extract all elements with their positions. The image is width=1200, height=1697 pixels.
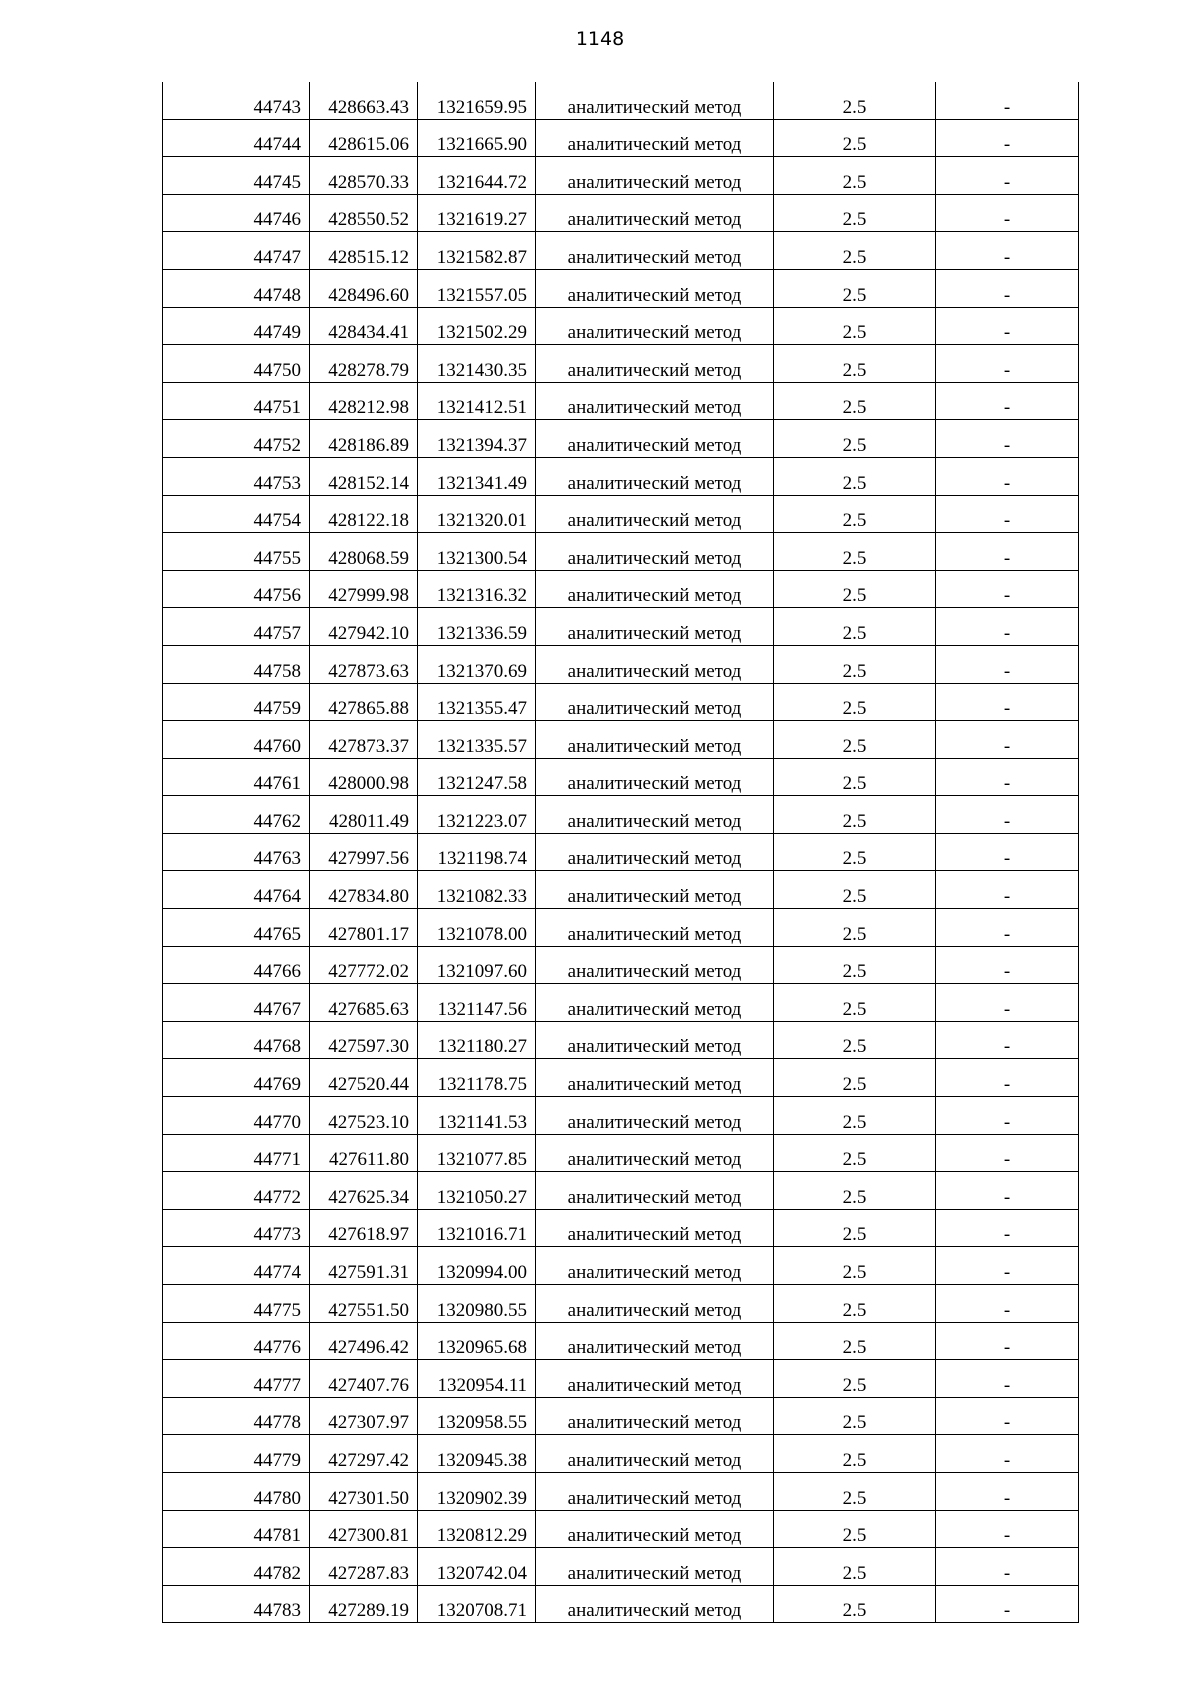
table-row [163, 457, 1079, 495]
accuracy-cell: 2.5 [774, 157, 936, 195]
method-cell: аналитический метод [536, 1172, 774, 1210]
method-cell: аналитический метод [536, 909, 774, 947]
note-cell: - [936, 457, 1079, 495]
x-coordinate-cell: 427520.44 [310, 1059, 418, 1097]
method-cell: аналитический метод [536, 1097, 774, 1135]
accuracy-cell: 2.5 [774, 1548, 936, 1586]
y-coordinate-cell: 1320812.29 [418, 1510, 536, 1548]
method-cell: аналитический метод [536, 1472, 774, 1510]
point-number-cell: 44763 [163, 833, 310, 871]
point-number-cell: 44769 [163, 1059, 310, 1097]
x-coordinate-cell: 427611.80 [310, 1134, 418, 1172]
x-coordinate-cell: 428186.89 [310, 420, 418, 458]
note-cell: - [936, 1247, 1079, 1285]
y-coordinate-cell: 1321077.85 [418, 1134, 536, 1172]
point-number-cell: 44782 [163, 1548, 310, 1586]
point-number-cell: 44743 [163, 82, 310, 119]
method-cell: аналитический метод [536, 1059, 774, 1097]
accuracy-cell: 2.5 [774, 1285, 936, 1323]
x-coordinate-cell: 427551.50 [310, 1285, 418, 1323]
x-coordinate-cell: 428212.98 [310, 382, 418, 420]
note-cell: - [936, 833, 1079, 871]
table-row [163, 1360, 1079, 1398]
table-row [163, 1172, 1079, 1210]
y-coordinate-cell: 1321300.54 [418, 533, 536, 571]
y-coordinate-cell: 1321659.95 [418, 82, 536, 119]
x-coordinate-cell: 428615.06 [310, 119, 418, 157]
x-coordinate-cell: 427625.34 [310, 1172, 418, 1210]
point-number-cell: 44765 [163, 909, 310, 947]
note-cell: - [936, 758, 1079, 796]
method-cell: аналитический метод [536, 1247, 774, 1285]
y-coordinate-cell: 1321082.33 [418, 871, 536, 909]
note-cell: - [936, 871, 1079, 909]
x-coordinate-cell: 427801.17 [310, 909, 418, 947]
point-number-cell: 44766 [163, 946, 310, 984]
note-cell: - [936, 570, 1079, 608]
table-row [163, 1021, 1079, 1059]
method-cell: аналитический метод [536, 1510, 774, 1548]
page-number: 1148 [575, 28, 625, 50]
point-number-cell: 44773 [163, 1209, 310, 1247]
table-row [163, 1285, 1079, 1323]
point-number-cell: 44764 [163, 871, 310, 909]
y-coordinate-cell: 1321320.01 [418, 495, 536, 533]
y-coordinate-cell: 1321316.32 [418, 570, 536, 608]
y-coordinate-cell: 1321223.07 [418, 796, 536, 834]
accuracy-cell: 2.5 [774, 1172, 936, 1210]
method-cell: аналитический метод [536, 721, 774, 759]
method-cell: аналитический метод [536, 232, 774, 270]
method-cell: аналитический метод [536, 307, 774, 345]
x-coordinate-cell: 428496.60 [310, 269, 418, 307]
method-cell: аналитический метод [536, 946, 774, 984]
point-number-cell: 44781 [163, 1510, 310, 1548]
accuracy-cell: 2.5 [774, 533, 936, 571]
x-coordinate-cell: 428663.43 [310, 82, 418, 119]
x-coordinate-cell: 428122.18 [310, 495, 418, 533]
note-cell: - [936, 721, 1079, 759]
accuracy-cell: 2.5 [774, 833, 936, 871]
accuracy-cell: 2.5 [774, 1059, 936, 1097]
method-cell: аналитический метод [536, 269, 774, 307]
point-number-cell: 44757 [163, 608, 310, 646]
y-coordinate-cell: 1321335.57 [418, 721, 536, 759]
table-row [163, 232, 1079, 270]
y-coordinate-cell: 1320902.39 [418, 1472, 536, 1510]
method-cell: аналитический метод [536, 871, 774, 909]
accuracy-cell: 2.5 [774, 420, 936, 458]
accuracy-cell: 2.5 [774, 946, 936, 984]
x-coordinate-cell: 428278.79 [310, 345, 418, 383]
note-cell: - [936, 119, 1079, 157]
point-number-cell: 44752 [163, 420, 310, 458]
method-cell: аналитический метод [536, 382, 774, 420]
y-coordinate-cell: 1321147.56 [418, 984, 536, 1022]
point-number-cell: 44770 [163, 1097, 310, 1135]
point-number-cell: 44756 [163, 570, 310, 608]
accuracy-cell: 2.5 [774, 1585, 936, 1623]
point-number-cell: 44783 [163, 1585, 310, 1623]
method-cell: аналитический метод [536, 1134, 774, 1172]
table-row [163, 570, 1079, 608]
note-cell: - [936, 1510, 1079, 1548]
x-coordinate-cell: 427300.81 [310, 1510, 418, 1548]
table-row [163, 984, 1079, 1022]
table-row [163, 1548, 1079, 1586]
y-coordinate-cell: 1320980.55 [418, 1285, 536, 1323]
point-number-cell: 44753 [163, 457, 310, 495]
note-cell: - [936, 1172, 1079, 1210]
y-coordinate-cell: 1321097.60 [418, 946, 536, 984]
x-coordinate-cell: 427297.42 [310, 1435, 418, 1473]
y-coordinate-cell: 1320954.11 [418, 1360, 536, 1398]
x-coordinate-cell: 427942.10 [310, 608, 418, 646]
y-coordinate-cell: 1321016.71 [418, 1209, 536, 1247]
table-row [163, 533, 1079, 571]
accuracy-cell: 2.5 [774, 1209, 936, 1247]
method-cell: аналитический метод [536, 1548, 774, 1586]
y-coordinate-cell: 1321141.53 [418, 1097, 536, 1135]
accuracy-cell: 2.5 [774, 796, 936, 834]
point-number-cell: 44747 [163, 232, 310, 270]
y-coordinate-cell: 1320994.00 [418, 1247, 536, 1285]
method-cell: аналитический метод [536, 82, 774, 119]
x-coordinate-cell: 427834.80 [310, 871, 418, 909]
accuracy-cell: 2.5 [774, 909, 936, 947]
note-cell: - [936, 608, 1079, 646]
y-coordinate-cell: 1321050.27 [418, 1172, 536, 1210]
table-row [163, 1435, 1079, 1473]
x-coordinate-cell: 427523.10 [310, 1097, 418, 1135]
accuracy-cell: 2.5 [774, 495, 936, 533]
method-cell: аналитический метод [536, 833, 774, 871]
method-cell: аналитический метод [536, 1209, 774, 1247]
table-row [163, 1134, 1079, 1172]
note-cell: - [936, 345, 1079, 383]
method-cell: аналитический метод [536, 345, 774, 383]
method-cell: аналитический метод [536, 1360, 774, 1398]
table-row [163, 909, 1079, 947]
method-cell: аналитический метод [536, 194, 774, 232]
y-coordinate-cell: 1321180.27 [418, 1021, 536, 1059]
coordinates-table-body [163, 82, 1079, 1623]
method-cell: аналитический метод [536, 457, 774, 495]
y-coordinate-cell: 1321619.27 [418, 194, 536, 232]
note-cell: - [936, 420, 1079, 458]
note-cell: - [936, 82, 1079, 119]
note-cell: - [936, 269, 1079, 307]
point-number-cell: 44776 [163, 1322, 310, 1360]
accuracy-cell: 2.5 [774, 984, 936, 1022]
point-number-cell: 44767 [163, 984, 310, 1022]
note-cell: - [936, 1435, 1079, 1473]
accuracy-cell: 2.5 [774, 1134, 936, 1172]
note-cell: - [936, 1097, 1079, 1135]
note-cell: - [936, 307, 1079, 345]
table-row [163, 269, 1079, 307]
accuracy-cell: 2.5 [774, 82, 936, 119]
note-cell: - [936, 157, 1079, 195]
table-row [163, 1472, 1079, 1510]
method-cell: аналитический метод [536, 1285, 774, 1323]
y-coordinate-cell: 1320958.55 [418, 1397, 536, 1435]
x-coordinate-cell: 427496.42 [310, 1322, 418, 1360]
y-coordinate-cell: 1321502.29 [418, 307, 536, 345]
table-row [163, 833, 1079, 871]
point-number-cell: 44754 [163, 495, 310, 533]
x-coordinate-cell: 428011.49 [310, 796, 418, 834]
accuracy-cell: 2.5 [774, 1435, 936, 1473]
accuracy-cell: 2.5 [774, 345, 936, 383]
point-number-cell: 44745 [163, 157, 310, 195]
point-number-cell: 44759 [163, 683, 310, 721]
note-cell: - [936, 909, 1079, 947]
table-row [163, 1397, 1079, 1435]
y-coordinate-cell: 1321247.58 [418, 758, 536, 796]
point-number-cell: 44762 [163, 796, 310, 834]
note-cell: - [936, 984, 1079, 1022]
x-coordinate-cell: 428434.41 [310, 307, 418, 345]
table-row [163, 645, 1079, 683]
note-cell: - [936, 1585, 1079, 1623]
method-cell: аналитический метод [536, 796, 774, 834]
method-cell: аналитический метод [536, 119, 774, 157]
method-cell: аналитический метод [536, 984, 774, 1022]
table-row [163, 82, 1079, 119]
method-cell: аналитический метод [536, 157, 774, 195]
table-row [163, 194, 1079, 232]
x-coordinate-cell: 427287.83 [310, 1548, 418, 1586]
accuracy-cell: 2.5 [774, 194, 936, 232]
table-row [163, 871, 1079, 909]
note-cell: - [936, 1209, 1079, 1247]
point-number-cell: 44749 [163, 307, 310, 345]
accuracy-cell: 2.5 [774, 232, 936, 270]
note-cell: - [936, 1397, 1079, 1435]
note-cell: - [936, 1360, 1079, 1398]
y-coordinate-cell: 1321430.35 [418, 345, 536, 383]
accuracy-cell: 2.5 [774, 382, 936, 420]
table-row [163, 1059, 1079, 1097]
accuracy-cell: 2.5 [774, 1322, 936, 1360]
point-number-cell: 44750 [163, 345, 310, 383]
point-number-cell: 44751 [163, 382, 310, 420]
point-number-cell: 44746 [163, 194, 310, 232]
table-row [163, 1209, 1079, 1247]
table-row [163, 758, 1079, 796]
point-number-cell: 44744 [163, 119, 310, 157]
note-cell: - [936, 1059, 1079, 1097]
point-number-cell: 44777 [163, 1360, 310, 1398]
y-coordinate-cell: 1321355.47 [418, 683, 536, 721]
accuracy-cell: 2.5 [774, 871, 936, 909]
note-cell: - [936, 683, 1079, 721]
note-cell: - [936, 495, 1079, 533]
method-cell: аналитический метод [536, 683, 774, 721]
x-coordinate-cell: 427873.63 [310, 645, 418, 683]
x-coordinate-cell: 427307.97 [310, 1397, 418, 1435]
point-number-cell: 44768 [163, 1021, 310, 1059]
note-cell: - [936, 1285, 1079, 1323]
y-coordinate-cell: 1321644.72 [418, 157, 536, 195]
y-coordinate-cell: 1321370.69 [418, 645, 536, 683]
table-row [163, 495, 1079, 533]
y-coordinate-cell: 1321394.37 [418, 420, 536, 458]
point-number-cell: 44778 [163, 1397, 310, 1435]
point-number-cell: 44774 [163, 1247, 310, 1285]
x-coordinate-cell: 427873.37 [310, 721, 418, 759]
y-coordinate-cell: 1321665.90 [418, 119, 536, 157]
note-cell: - [936, 194, 1079, 232]
accuracy-cell: 2.5 [774, 1510, 936, 1548]
x-coordinate-cell: 427685.63 [310, 984, 418, 1022]
accuracy-cell: 2.5 [774, 758, 936, 796]
table-row [163, 796, 1079, 834]
method-cell: аналитический метод [536, 758, 774, 796]
table-row [163, 1322, 1079, 1360]
note-cell: - [936, 382, 1079, 420]
note-cell: - [936, 232, 1079, 270]
point-number-cell: 44772 [163, 1172, 310, 1210]
note-cell: - [936, 1021, 1079, 1059]
note-cell: - [936, 1134, 1079, 1172]
accuracy-cell: 2.5 [774, 1097, 936, 1135]
y-coordinate-cell: 1320965.68 [418, 1322, 536, 1360]
method-cell: аналитический метод [536, 1322, 774, 1360]
table-row [163, 420, 1079, 458]
method-cell: аналитический метод [536, 645, 774, 683]
note-cell: - [936, 645, 1079, 683]
x-coordinate-cell: 427618.97 [310, 1209, 418, 1247]
x-coordinate-cell: 428152.14 [310, 457, 418, 495]
table-row [163, 1097, 1079, 1135]
method-cell: аналитический метод [536, 1021, 774, 1059]
table-row [163, 1585, 1079, 1623]
table-row [163, 157, 1079, 195]
table-row [163, 119, 1079, 157]
y-coordinate-cell: 1321582.87 [418, 232, 536, 270]
y-coordinate-cell: 1320945.38 [418, 1435, 536, 1473]
accuracy-cell: 2.5 [774, 1397, 936, 1435]
table-row [163, 683, 1079, 721]
note-cell: - [936, 1548, 1079, 1586]
method-cell: аналитический метод [536, 1435, 774, 1473]
x-coordinate-cell: 428515.12 [310, 232, 418, 270]
x-coordinate-cell: 428550.52 [310, 194, 418, 232]
point-number-cell: 44779 [163, 1435, 310, 1473]
y-coordinate-cell: 1321557.05 [418, 269, 536, 307]
point-number-cell: 44758 [163, 645, 310, 683]
accuracy-cell: 2.5 [774, 269, 936, 307]
y-coordinate-cell: 1320742.04 [418, 1548, 536, 1586]
x-coordinate-cell: 427301.50 [310, 1472, 418, 1510]
x-coordinate-cell: 427999.98 [310, 570, 418, 608]
method-cell: аналитический метод [536, 570, 774, 608]
x-coordinate-cell: 427865.88 [310, 683, 418, 721]
table-row [163, 608, 1079, 646]
note-cell: - [936, 533, 1079, 571]
y-coordinate-cell: 1320708.71 [418, 1585, 536, 1623]
point-number-cell: 44761 [163, 758, 310, 796]
table-row [163, 345, 1079, 383]
method-cell: аналитический метод [536, 1397, 774, 1435]
note-cell: - [936, 946, 1079, 984]
accuracy-cell: 2.5 [774, 457, 936, 495]
accuracy-cell: 2.5 [774, 119, 936, 157]
point-number-cell: 44755 [163, 533, 310, 571]
point-number-cell: 44775 [163, 1285, 310, 1323]
point-number-cell: 44748 [163, 269, 310, 307]
x-coordinate-cell: 427407.76 [310, 1360, 418, 1398]
table-row [163, 946, 1079, 984]
accuracy-cell: 2.5 [774, 721, 936, 759]
x-coordinate-cell: 428068.59 [310, 533, 418, 571]
point-number-cell: 44760 [163, 721, 310, 759]
accuracy-cell: 2.5 [774, 307, 936, 345]
coordinates-table [162, 82, 1079, 1623]
note-cell: - [936, 796, 1079, 834]
y-coordinate-cell: 1321412.51 [418, 382, 536, 420]
note-cell: - [936, 1322, 1079, 1360]
y-coordinate-cell: 1321178.75 [418, 1059, 536, 1097]
accuracy-cell: 2.5 [774, 1472, 936, 1510]
point-number-cell: 44771 [163, 1134, 310, 1172]
method-cell: аналитический метод [536, 533, 774, 571]
accuracy-cell: 2.5 [774, 645, 936, 683]
accuracy-cell: 2.5 [774, 570, 936, 608]
method-cell: аналитический метод [536, 420, 774, 458]
accuracy-cell: 2.5 [774, 1247, 936, 1285]
accuracy-cell: 2.5 [774, 1360, 936, 1398]
y-coordinate-cell: 1321341.49 [418, 457, 536, 495]
y-coordinate-cell: 1321336.59 [418, 608, 536, 646]
x-coordinate-cell: 428000.98 [310, 758, 418, 796]
method-cell: аналитический метод [536, 1585, 774, 1623]
method-cell: аналитический метод [536, 608, 774, 646]
accuracy-cell: 2.5 [774, 1021, 936, 1059]
x-coordinate-cell: 428570.33 [310, 157, 418, 195]
table-row [163, 1510, 1079, 1548]
y-coordinate-cell: 1321078.00 [418, 909, 536, 947]
note-cell: - [936, 1472, 1079, 1510]
table-row [163, 382, 1079, 420]
table-row [163, 721, 1079, 759]
x-coordinate-cell: 427772.02 [310, 946, 418, 984]
point-number-cell: 44780 [163, 1472, 310, 1510]
x-coordinate-cell: 427997.56 [310, 833, 418, 871]
x-coordinate-cell: 427591.31 [310, 1247, 418, 1285]
table-row [163, 307, 1079, 345]
method-cell: аналитический метод [536, 495, 774, 533]
x-coordinate-cell: 427289.19 [310, 1585, 418, 1623]
accuracy-cell: 2.5 [774, 608, 936, 646]
x-coordinate-cell: 427597.30 [310, 1021, 418, 1059]
table-row [163, 1247, 1079, 1285]
y-coordinate-cell: 1321198.74 [418, 833, 536, 871]
accuracy-cell: 2.5 [774, 683, 936, 721]
